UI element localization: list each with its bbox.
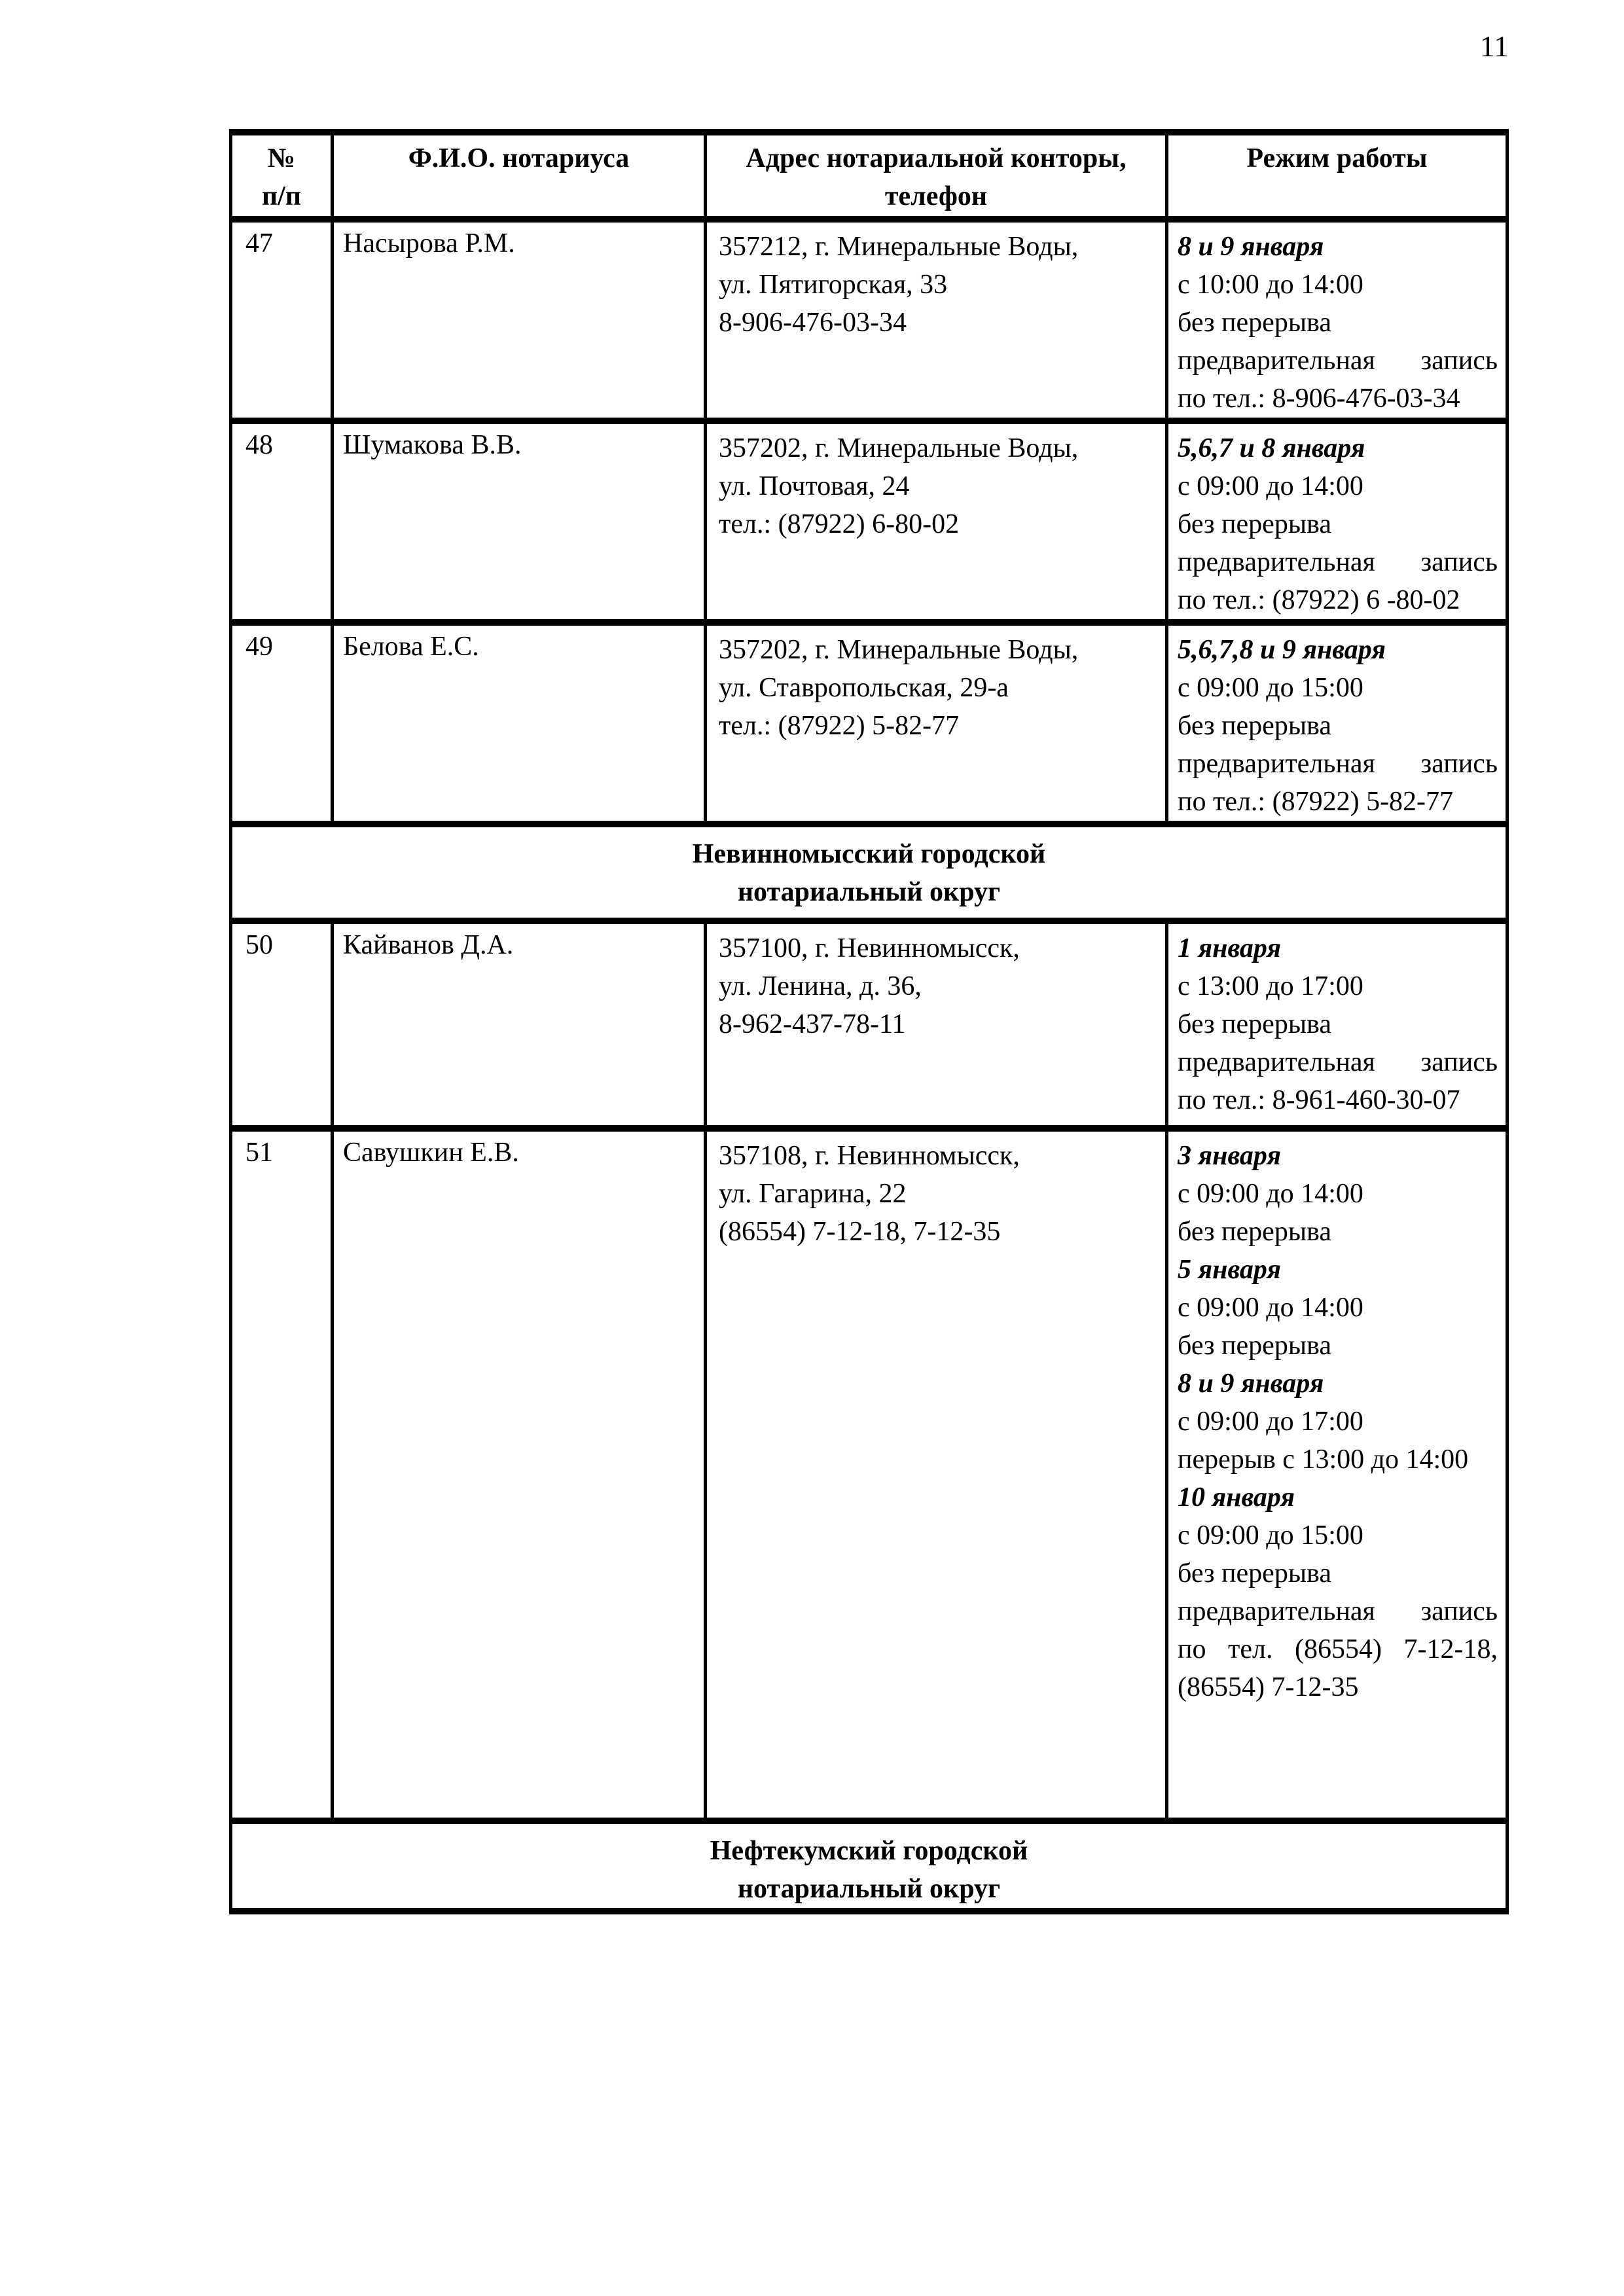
notary-row bbox=[231, 1128, 1507, 1821]
schedule-word: запись bbox=[1420, 346, 1498, 376]
address-line: ул. Пятигорская, 33 bbox=[719, 270, 948, 300]
notary-table-body bbox=[231, 219, 1507, 1911]
schedule-word: предварительная bbox=[1178, 1047, 1375, 1077]
address-line: 8-962-437-78-11 bbox=[719, 1009, 906, 1039]
notary-name-cell: Шумакова В.В. bbox=[333, 421, 706, 622]
col-header-number bbox=[231, 132, 333, 219]
schedule-line bbox=[1178, 1630, 1498, 1668]
row-number-cell: 49 bbox=[231, 622, 333, 824]
address-line: (86554) 7-12-18, 7-12-35 bbox=[719, 1217, 1001, 1247]
notary-row bbox=[231, 921, 1507, 1128]
address-cell bbox=[706, 622, 1167, 824]
page-number: 11 bbox=[1479, 29, 1509, 63]
schedule-word: (86554) bbox=[1294, 1634, 1382, 1664]
col-header-schedule bbox=[1167, 132, 1507, 219]
schedule-line: (86554) 7-12-35 bbox=[1178, 1672, 1359, 1702]
address-line: 357202, г. Минеральные Воды, bbox=[719, 433, 1079, 463]
schedule-line: без перерыва bbox=[1178, 308, 1331, 338]
schedule-word: запись bbox=[1420, 749, 1498, 779]
schedule-date-line: 1 января bbox=[1178, 933, 1282, 963]
schedule-line: с 09:00 до 14:00 bbox=[1178, 1179, 1363, 1209]
district-section-row bbox=[231, 824, 1507, 921]
schedule-line: по тел.: (87922) 5-82-77 bbox=[1178, 787, 1454, 817]
district-section-line: нотариальный округ bbox=[737, 877, 1001, 907]
schedule-line: по тел.: 8-961-460-30-07 bbox=[1178, 1085, 1460, 1115]
schedule-line bbox=[1178, 1592, 1498, 1630]
schedule-line bbox=[1178, 543, 1498, 581]
district-section-line: нотариальный округ bbox=[737, 1874, 1001, 1904]
schedule-line: по тел.: (87922) 6 -80-02 bbox=[1178, 585, 1460, 615]
schedule-line: без перерыва bbox=[1178, 1217, 1331, 1247]
schedule-line: перерыв с 13:00 до 14:00 bbox=[1178, 1444, 1469, 1475]
col-header-number-line2: п/п bbox=[261, 181, 302, 211]
schedule-date-line: 10 января bbox=[1178, 1482, 1295, 1513]
schedule-word: предварительная bbox=[1178, 1596, 1375, 1626]
notary-name-cell: Кайванов Д.А. bbox=[333, 921, 706, 1128]
schedule-line bbox=[1178, 342, 1498, 380]
schedule-word: тел. bbox=[1228, 1634, 1273, 1664]
col-header-address-line2: телефон bbox=[884, 181, 988, 211]
schedule-line: без перерыва bbox=[1178, 1009, 1331, 1039]
schedule-word: по bbox=[1178, 1634, 1206, 1664]
schedule-line: без перерыва bbox=[1178, 1558, 1331, 1588]
address-line: ул. Ленина, д. 36, bbox=[719, 971, 922, 1001]
schedule-word: 7-12-18, bbox=[1403, 1634, 1498, 1664]
address-line: ул. Ставропольская, 29-а bbox=[719, 673, 1009, 703]
schedule-line: с 10:00 до 14:00 bbox=[1178, 270, 1363, 300]
schedule-cell bbox=[1167, 1128, 1507, 1821]
col-header-name bbox=[333, 132, 706, 219]
schedule-cell bbox=[1167, 219, 1507, 421]
schedule-date-line: 5,6,7 и 8 января bbox=[1178, 433, 1365, 463]
col-header-name-line1: Ф.И.О. нотариуса bbox=[408, 143, 630, 173]
schedule-line: с 09:00 до 15:00 bbox=[1178, 673, 1363, 703]
address-line: 357100, г. Невинномысск, bbox=[719, 933, 1020, 963]
col-header-number-line1: № bbox=[267, 143, 296, 173]
address-line: 8-906-476-03-34 bbox=[719, 308, 907, 338]
schedule-cell bbox=[1167, 421, 1507, 622]
notary-name-cell: Белова Е.С. bbox=[333, 622, 706, 824]
address-line: ул. Почтовая, 24 bbox=[719, 471, 910, 501]
notary-name-cell: Насырова Р.М. bbox=[333, 219, 706, 421]
table-header-row bbox=[231, 132, 1507, 219]
schedule-date-line: 8 и 9 января bbox=[1178, 1369, 1324, 1399]
address-line: 357108, г. Невинномысск, bbox=[719, 1141, 1020, 1171]
address-line: 357212, г. Минеральные Воды, bbox=[719, 232, 1079, 262]
schedule-line: без перерыва bbox=[1178, 711, 1331, 741]
address-line: тел.: (87922) 6-80-02 bbox=[719, 509, 960, 539]
schedule-line bbox=[1178, 1043, 1498, 1081]
row-number-cell: 48 bbox=[231, 421, 333, 622]
schedule-word: предварительная bbox=[1178, 547, 1375, 577]
schedule-line: без перерыва bbox=[1178, 509, 1331, 539]
schedule-word: запись bbox=[1420, 1047, 1498, 1077]
notary-row bbox=[231, 622, 1507, 824]
col-header-schedule-line1: Режим работы bbox=[1246, 143, 1428, 173]
schedule-line bbox=[1178, 745, 1498, 783]
district-section-row bbox=[231, 1821, 1507, 1911]
address-cell bbox=[706, 921, 1167, 1128]
schedule-word: запись bbox=[1420, 547, 1498, 577]
address-line: тел.: (87922) 5-82-77 bbox=[719, 711, 960, 741]
schedule-word: запись bbox=[1420, 1596, 1498, 1626]
address-cell bbox=[706, 219, 1167, 421]
col-header-address-line1: Адрес нотариальной конторы, bbox=[746, 143, 1127, 173]
notary-table bbox=[229, 129, 1509, 1914]
schedule-date-line: 5 января bbox=[1178, 1255, 1282, 1285]
schedule-line: с 09:00 до 14:00 bbox=[1178, 471, 1363, 501]
address-line: 357202, г. Минеральные Воды, bbox=[719, 635, 1079, 665]
row-number-cell: 47 bbox=[231, 219, 333, 421]
schedule-cell bbox=[1167, 622, 1507, 824]
notary-row bbox=[231, 219, 1507, 421]
schedule-line: с 09:00 до 14:00 bbox=[1178, 1293, 1363, 1323]
notary-name-cell: Савушкин Е.В. bbox=[333, 1128, 706, 1821]
schedule-line: без перерыва bbox=[1178, 1331, 1331, 1361]
col-header-address bbox=[706, 132, 1167, 219]
address-cell bbox=[706, 1128, 1167, 1821]
schedule-line: по тел.: 8-906-476-03-34 bbox=[1178, 384, 1460, 414]
schedule-cell bbox=[1167, 921, 1507, 1128]
schedule-date-line: 3 января bbox=[1178, 1141, 1282, 1171]
schedule-line: с 09:00 до 17:00 bbox=[1178, 1407, 1363, 1437]
schedule-word: предварительная bbox=[1178, 346, 1375, 376]
district-section-title bbox=[231, 824, 1507, 921]
district-section-line: Нефтекумский городской bbox=[710, 1836, 1028, 1866]
schedule-word: предварительная bbox=[1178, 749, 1375, 779]
schedule-date-line: 5,6,7,8 и 9 января bbox=[1178, 635, 1386, 665]
schedule-line: с 13:00 до 17:00 bbox=[1178, 971, 1363, 1001]
schedule-date-line: 8 и 9 января bbox=[1178, 232, 1324, 262]
district-section-title bbox=[231, 1821, 1507, 1911]
schedule-line: с 09:00 до 15:00 bbox=[1178, 1520, 1363, 1551]
row-number-cell: 50 bbox=[231, 921, 333, 1128]
notary-row bbox=[231, 421, 1507, 622]
address-cell bbox=[706, 421, 1167, 622]
row-number-cell: 51 bbox=[231, 1128, 333, 1821]
address-line: ул. Гагарина, 22 bbox=[719, 1179, 907, 1209]
district-section-line: Невинномысский городской bbox=[692, 839, 1046, 869]
